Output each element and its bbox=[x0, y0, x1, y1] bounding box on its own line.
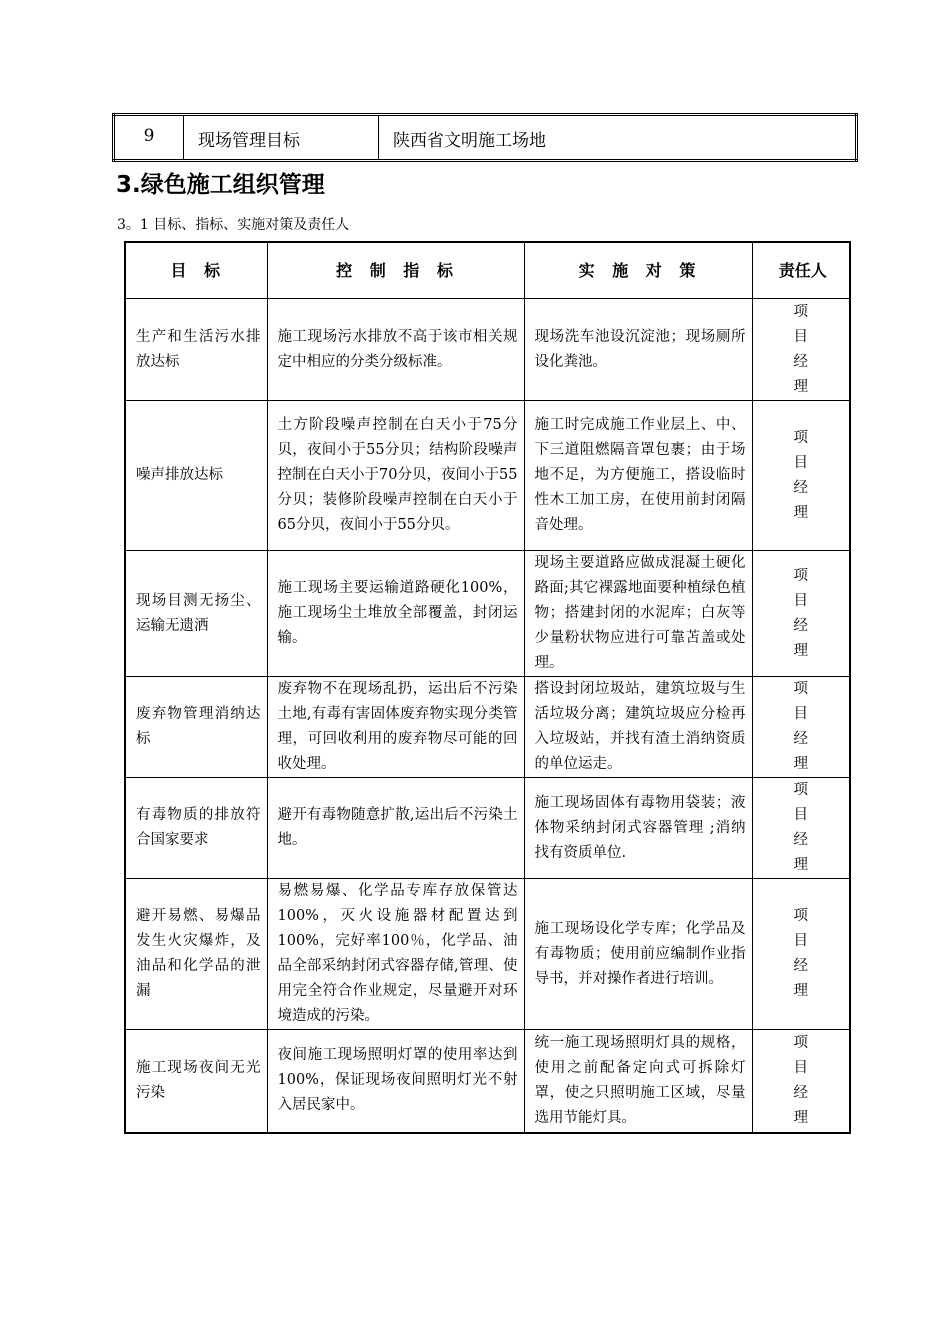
table-row bbox=[125, 1030, 850, 1133]
cell-owner bbox=[752, 778, 850, 879]
owner-char: 理 bbox=[793, 504, 808, 521]
owner-char: 目 bbox=[793, 328, 808, 345]
owner-char: 经 bbox=[793, 832, 808, 848]
owner-char: 理 bbox=[793, 983, 808, 999]
green-construction-table bbox=[124, 241, 851, 1134]
owner-char: 经 bbox=[793, 353, 808, 370]
owner-char: 理 bbox=[793, 642, 808, 659]
cell-target: 噪声排放达标 bbox=[125, 401, 267, 551]
row-target: 陕西省文明施工场地 bbox=[379, 115, 857, 161]
section-title: 3.绿色施工组织管理 bbox=[116, 172, 325, 198]
owner-char: 目 bbox=[793, 1059, 808, 1076]
owner-char: 目 bbox=[793, 592, 808, 609]
cell-owner bbox=[752, 879, 850, 1030]
cell-target: 有毒物质的排放符合国家要求 bbox=[125, 778, 267, 879]
owner-char: 目 bbox=[793, 807, 808, 823]
owner-char: 项 bbox=[793, 303, 808, 320]
cell-indicator: 土方阶段噪声控制在白天小于75分贝，夜间小于55分贝；结构阶段噪声控制在白天小于70分贝，夜间小于55分贝；装修阶段噪声控制在白天小于65分贝，夜间小于55分贝。 bbox=[267, 401, 524, 551]
owner-char: 理 bbox=[793, 1109, 808, 1126]
owner-char: 经 bbox=[793, 958, 808, 974]
cell-measures: 施工现场设化学专库；化学品及有毒物质；使用前应编制作业指导书，并对操作者进行培训。 bbox=[524, 879, 752, 1030]
cell-measures: 施工现场固体有毒物用袋装；液体物采纳封闭式容器管理 ;消纳找有资质单位. bbox=[524, 778, 752, 879]
owner-char: 目 bbox=[793, 706, 808, 722]
header-owner: 责任人 bbox=[752, 242, 850, 299]
cell-target: 施工现场夜间无光污染 bbox=[125, 1030, 267, 1133]
cell-owner bbox=[752, 677, 850, 778]
carryover-table bbox=[112, 113, 858, 162]
cell-indicator: 施工现场主要运输道路硬化100%，施工现场尘土堆放全部覆盖，封闭运输。 bbox=[267, 551, 524, 677]
table-row bbox=[125, 551, 850, 677]
owner-char: 项 bbox=[793, 782, 808, 798]
owner-char: 目 bbox=[793, 933, 808, 949]
header-measures: 实 施 对 策 bbox=[524, 242, 752, 299]
table-header-row bbox=[125, 242, 850, 299]
cell-owner bbox=[752, 1030, 850, 1133]
table-row bbox=[114, 115, 857, 161]
cell-target: 生产和生活污水排放达标 bbox=[125, 299, 267, 401]
table-row bbox=[125, 677, 850, 778]
owner-char: 经 bbox=[793, 617, 808, 634]
cell-measures: 统一施工现场照明灯具的规格，使用之前配备定向式可拆除灯罩，使之只照明施工区域，尽量选用节能灯具。 bbox=[524, 1030, 752, 1133]
owner-char: 理 bbox=[793, 857, 808, 873]
cell-target: 现场目测无扬尘、运输无遗洒 bbox=[125, 551, 267, 677]
subsection-title: 3。1 目标、指标、实施对策及责任人 bbox=[117, 217, 350, 233]
table-row bbox=[125, 299, 850, 401]
table-row bbox=[125, 879, 850, 1030]
cell-owner bbox=[752, 299, 850, 401]
cell-indicator: 施工现场污水排放不高于该市相关规定中相应的分类分级标准。 bbox=[267, 299, 524, 401]
owner-char: 目 bbox=[793, 454, 808, 471]
table-row bbox=[125, 401, 850, 551]
owner-char: 项 bbox=[793, 908, 808, 924]
cell-measures: 现场洗车池设沉淀池；现场厕所设化粪池。 bbox=[524, 299, 752, 401]
owner-char: 项 bbox=[793, 1034, 808, 1051]
owner-char: 项 bbox=[793, 567, 808, 584]
header-indicator: 控 制 指 标 bbox=[267, 242, 524, 299]
cell-target: 废弃物管理消纳达标 bbox=[125, 677, 267, 778]
owner-char: 经 bbox=[793, 731, 808, 747]
owner-char: 理 bbox=[793, 756, 808, 772]
owner-char: 项 bbox=[793, 429, 808, 446]
cell-indicator: 易燃易爆、化学品专库存放保管达100%，灭火设施器材配置达到100%，完好率100％，化学品、油品全部采纳封闭式容器存储,管理、使用完全符合作业规定，尽量避开对环境造成的污染。 bbox=[267, 879, 524, 1030]
cell-measures: 施工时完成施工作业层上、中、下三道阻燃隔音罩包裹；由于场地不足，为方便施工，搭设临时性木工加工房，在使用前封闭隔音处理。 bbox=[524, 401, 752, 551]
cell-target: 避开易燃、易爆品发生火灾爆炸，及油品和化学品的泄漏 bbox=[125, 879, 267, 1030]
cell-owner bbox=[752, 551, 850, 677]
header-target: 目 标 bbox=[125, 242, 267, 299]
cell-indicator: 废弃物不在现场乱扔，运出后不污染土地,有毒有害固体废弃物实现分类管理，可回收利用的废弃物尽可能的回收处理。 bbox=[267, 677, 524, 778]
cell-measures: 现场主要道路应做成混凝土硬化路面;其它裸露地面要种植绿色植物；搭建封闭的水泥库；白灰等少量粉状物应进行可靠苫盖或处理。 bbox=[524, 551, 752, 677]
cell-measures: 搭设封闭垃圾站，建筑垃圾与生活垃圾分离；建筑垃圾应分检再入垃圾站，并找有渣土消纳资质的单位运走。 bbox=[524, 677, 752, 778]
cell-owner bbox=[752, 401, 850, 551]
row-item: 现场管理目标 bbox=[184, 115, 379, 161]
table-row bbox=[125, 778, 850, 879]
owner-char: 经 bbox=[793, 1084, 808, 1101]
row-number: 9 bbox=[114, 115, 184, 161]
owner-char: 项 bbox=[793, 681, 808, 697]
owner-char: 经 bbox=[793, 479, 808, 496]
cell-indicator: 避开有毒物随意扩散,运出后不污染土地。 bbox=[267, 778, 524, 879]
cell-indicator: 夜间施工现场照明灯罩的使用率达到100%，保证现场夜间照明灯光不射入居民家中。 bbox=[267, 1030, 524, 1133]
owner-char: 理 bbox=[793, 378, 808, 395]
